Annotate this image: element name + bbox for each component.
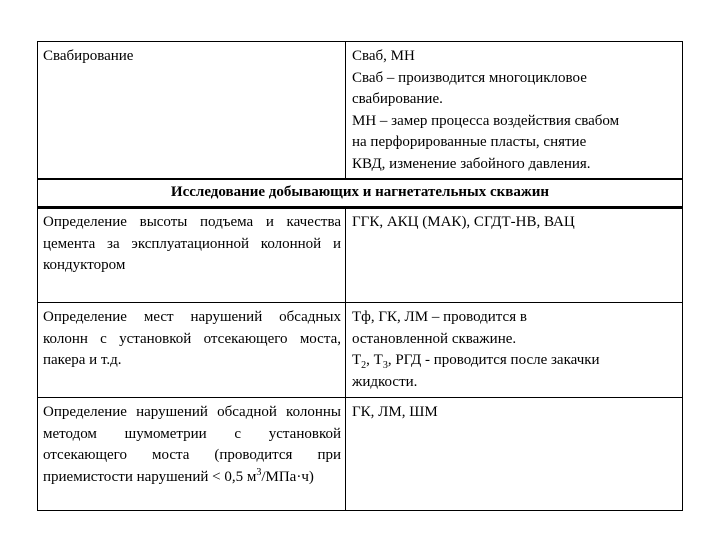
unit-text: /МПа·ч) [261,468,314,485]
description-line: КВД, изменение забойного давления. [352,155,591,172]
description-line [352,350,678,372]
separator-text: , Т [366,352,383,368]
description-line: Сваб, МН [352,48,415,64]
table-row [38,208,682,303]
description-text: , РГД - проводится после закачки [387,352,600,368]
description-line: Сваб – производится многоцикловое [352,69,587,86]
description-line: жидкости. [352,373,418,390]
section-header-text: Исследование добывающих и нагнетательных скважин [170,184,550,200]
table-row [38,398,682,510]
method-cell: Определение высоты подъема и качества цемента за эксплуатационной колонной и кондуктором [38,208,346,302]
description-line: остановленной скважине. [352,330,517,347]
method-cell [38,398,346,510]
description-line: свабирование. [352,91,443,107]
description-cell: ГГК, АКЦ (МАК), СГДТ-НВ, ВАЦ [352,214,575,230]
section-header [38,179,682,208]
table-row [38,303,682,398]
description-line: на перфорированные пласты, снятие [352,134,587,150]
superscript: 3 [256,466,262,478]
table-row [38,42,682,179]
methods-table [37,41,683,511]
method-text: Определение нарушений обсадной колонны методом шумометрии с установкой отсекающего моста (проводится при приемистости нарушений < 0,5 м [43,404,341,485]
description-cell [346,42,682,178]
description-line: Тф, ГК, ЛМ – проводится в [352,309,527,325]
method-cell: Определение мест нарушений обсадных колонн с установкой отсекающего моста, пакера и т.д. [38,303,346,397]
description-cell: ГК, ЛМ, ШМ [352,404,438,420]
description-cell [346,303,682,397]
subscript: 2 [361,360,367,371]
subscript: 3 [382,360,388,371]
method-cell: Свабирование [38,42,346,178]
t-symbol: Т [352,352,362,368]
description-line: МН – замер процесса воздействия свабом [352,112,620,129]
